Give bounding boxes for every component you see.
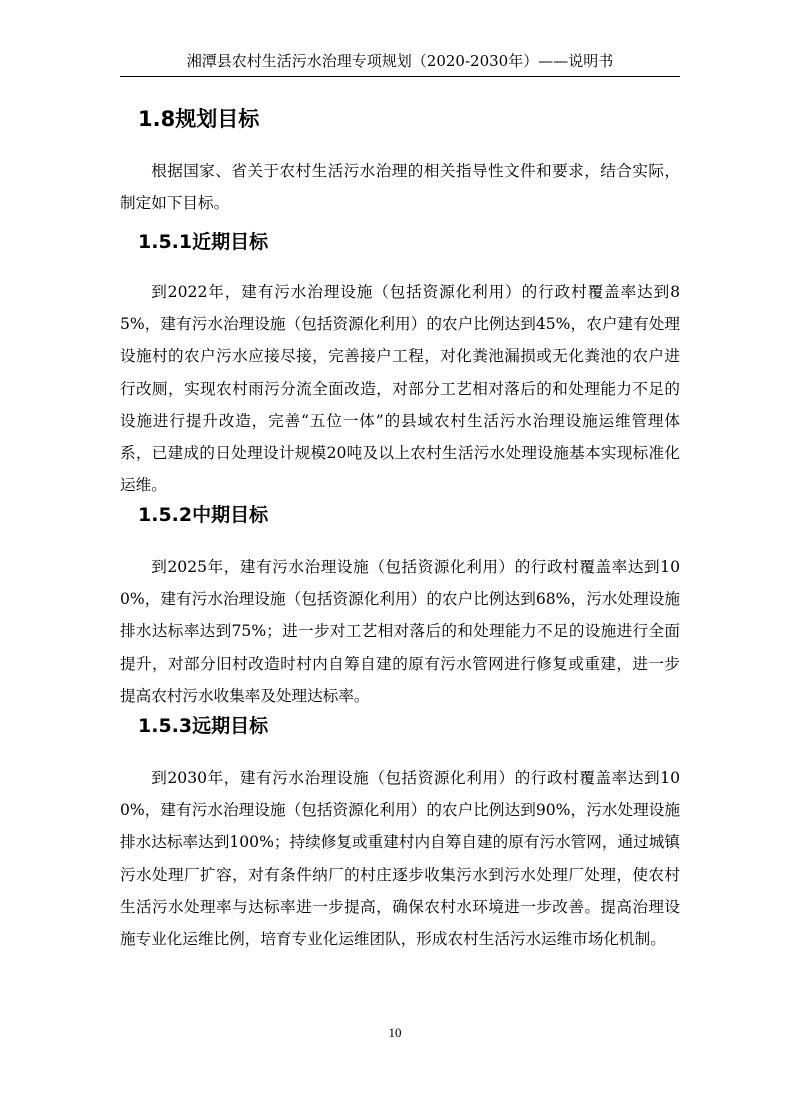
- header-divider: [120, 76, 680, 77]
- subsection-heading-mid-term: 1.5.2中期目标: [138, 504, 269, 526]
- subsection-heading-long-term: 1.5.3远期目标: [138, 715, 269, 737]
- mid-term-paragraph: 到2025年，建有污水治理设施（包括资源化利用）的行政村覆盖率达到100%，建有污水治理设施（包括资源化利用）的农户比例达到68%，污水处理设施排水达标率达到75%；进一步对工艺相对落后的和处理能力不足的设施进行全面提升，对部分旧村改造时村内自筹自建的原有污水管网进行修复或重建，进一步提高农村污水收集率及处理达标率。: [120, 558, 680, 705]
- running-header: 湘潭县农村生活污水治理专项规划（2020-2030年）——说明书: [186, 52, 614, 70]
- subsection-heading-near-term: 1.5.1近期目标: [138, 231, 269, 253]
- goals-intro-paragraph: 根据国家、省关于农村生活污水治理的相关指导性文件和要求，结合实际，制定如下目标。: [120, 162, 680, 213]
- section-heading-planning-goals: 1.8规划目标: [138, 107, 260, 131]
- near-term-paragraph: 到2022年，建有污水治理设施（包括资源化利用）的行政村覆盖率达到85%，建有污水治理设施（包括资源化利用）的农户比例达到45%，农户建有处理设施村的农户污水应接尽接，完善接户工程，对化粪池漏损或无化粪池的农户进行改厕，实现农村雨污分流全面改造，对部分工艺相对落后的和处理能力不足的设施进行提升改造，完善“五位一体”的县域农村生活污水治理设施运维管理体系，已建成的日处理设计规模20吨及以上农村生活污水处理设施基本实现标准化运维。: [120, 283, 680, 495]
- page-number: 10: [388, 1025, 402, 1040]
- long-term-paragraph: 到2030年，建有污水治理设施（包括资源化利用）的行政村覆盖率达到100%，建有污水治理设施（包括资源化利用）的农户比例达到90%，污水处理设施排水达标率达到100%；持续修复或重建村内自筹自建的原有污水管网，通过城镇污水处理厂扩容，对有条件纳厂的村庄逐步收集污水到污水处理厂处理，使农村生活污水处理率与达标率进一步提高，确保农村水环境进一步改善。提高治理设施专业化运维比例，培育专业化运维团队，形成农村生活污水运维市场化机制。: [120, 769, 680, 949]
